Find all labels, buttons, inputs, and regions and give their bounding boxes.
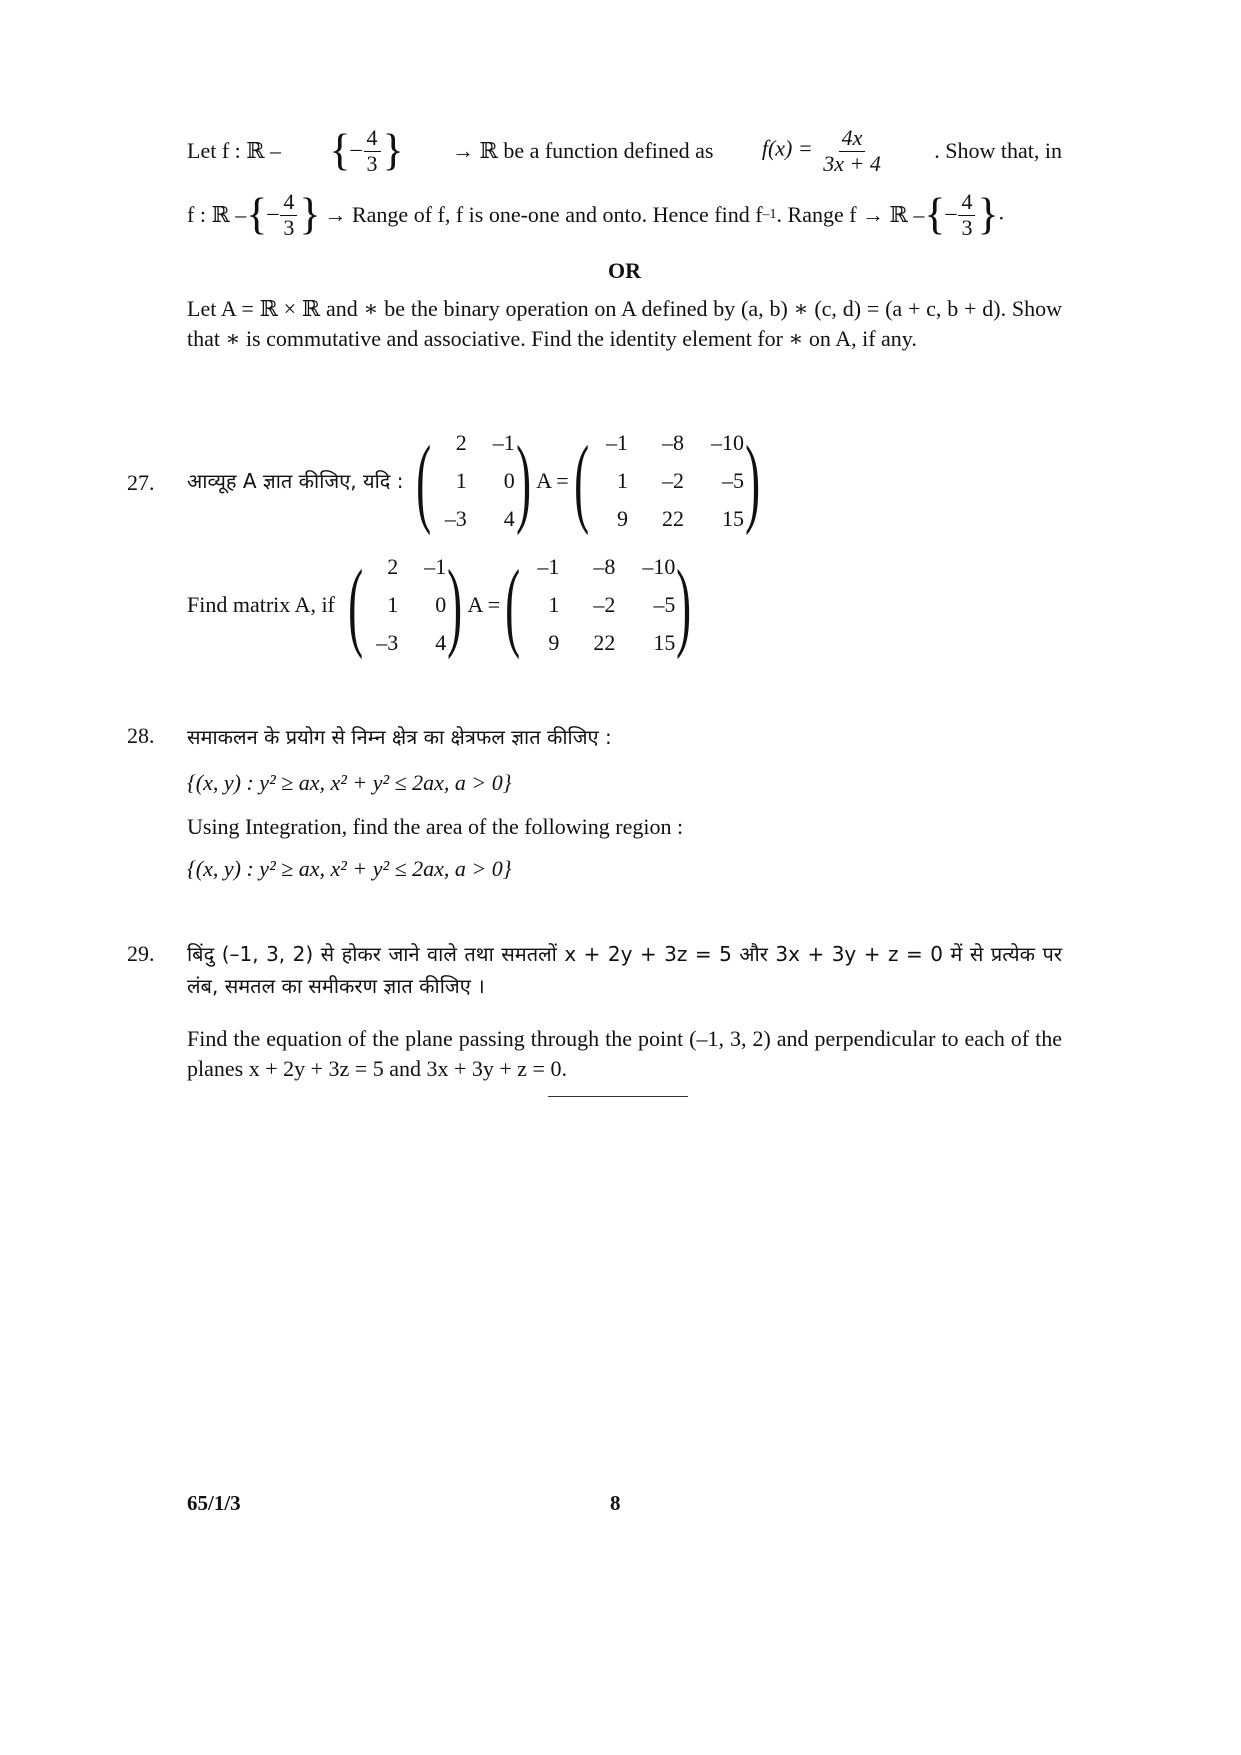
q26-line1: [187, 122, 1062, 180]
q28-region-1: {(x, y) : y² ≥ ax, x² + y² ≤ 2ax, a > 0}: [187, 770, 512, 795]
matrix-right-en: –1 –8 –10 1 –2 –5 9 22 15: [537, 554, 676, 655]
q28-english: Using Integration, find the area of the following region :: [187, 814, 684, 839]
matrix-left: 2 –1 1 0 –3 4: [444, 430, 515, 531]
q26-alternative: Let A = ℝ × ℝ and ∗ be the binary operation on A defined by (a, b) ∗ (c, d) = (a + c, b + d). Show that ∗ is commutative and associative. Find the identity element for ∗ on A, if any.: [187, 296, 1062, 351]
matrix-right: –1 –8 –10 1 –2 –5 9 22 15: [606, 430, 745, 531]
q29-english: Find the equation of the plane passing through the point (–1, 3, 2) and perpendicular to each of the planes x + 2y + 3z = 5 and 3x + 3y + z = 0.: [187, 1026, 1062, 1081]
q27-hindi: आव्यूह A ज्ञात कीजिए, यदि : ( 2 –1 1 0 –3 4 ) A = ( –1 –8 –10 1 –2 –5 9 22 15 ): [187, 425, 761, 536]
q26-excluded-set: {– $\frac{4}{3}$ }: [329, 125, 404, 176]
paper-code: 65/1/3: [187, 1491, 241, 1515]
matrix-left-en: 2 –1 1 0 –3 4: [376, 554, 447, 655]
end-rule: [548, 1096, 688, 1097]
q28-hindi: समाकलन के प्रयोग से निम्न क्षेत्र का क्षेत्रफल ज्ञात कीजिए :: [187, 725, 612, 749]
q26-excluded-set-2: {– $\frac{4}{3}$ }: [246, 189, 321, 240]
q27-english: Find matrix A, if ( 2 –1 1 0 –3 4 ) A = ( –1 –8 –10 1 –2 –5 9 22 15 ): [187, 549, 692, 660]
q29-number: 29.: [127, 941, 155, 966]
q26-excluded-set-3: {– $\frac{4}{3}$ }.: [924, 189, 1005, 240]
q29-hindi: बिंदु (–1, 3, 2) से होकर जाने वाले तथा समतलों x + 2y + 3z = 5 और 3x + 3y + z = 0 में से प्रत्येक पर लंब, समतल का समीकरण ज्ञात कीजिए ।: [187, 942, 1062, 998]
q26-line1-post: . Show that, in: [934, 138, 1062, 163]
q26-line2: f : ℝ – {– $\frac{4}{3}$ } → Range of f, f is one-one and onto. Hence find f –1 . Range f → ℝ – {– $\frac{4}{3}$ }.: [187, 189, 1005, 240]
q28-number: 28.: [127, 723, 155, 748]
q26-line1-mid: → ℝ be a function defined as: [452, 138, 714, 163]
q26-fx: f(x) = $\frac{4x}{3x + 4}$: [761, 125, 881, 176]
q27-number: 27.: [127, 470, 155, 495]
page-number: 8: [610, 1491, 621, 1515]
q28-region-2: {(x, y) : y² ≥ ax, x² + y² ≤ 2ax, a > 0}: [187, 856, 512, 881]
q26-line1-pre: Let f : ℝ –: [187, 138, 282, 163]
or-heading: OR: [608, 258, 641, 283]
